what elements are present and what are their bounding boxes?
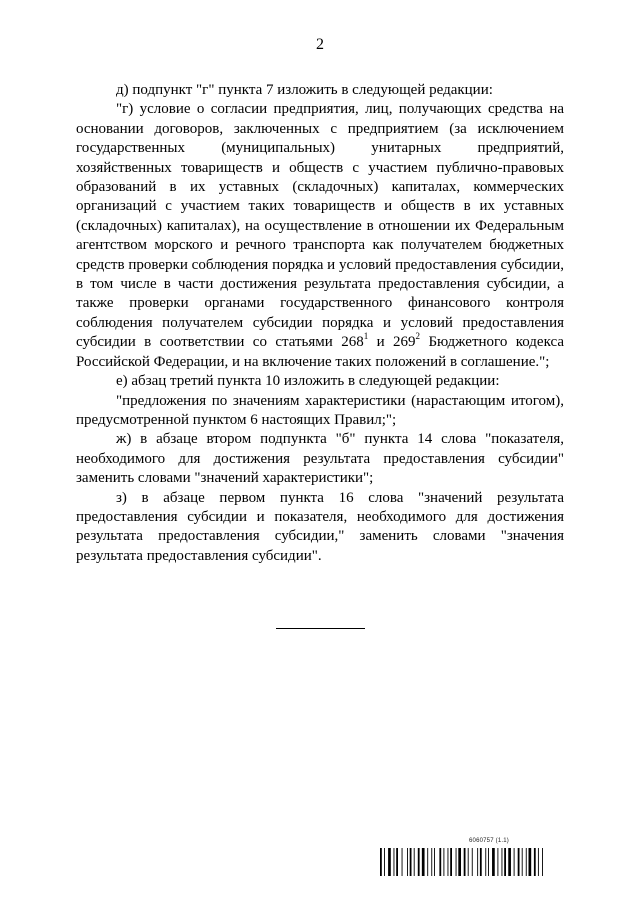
- paragraph-d-quote-tail: Бюджетного кодекса Российской Федерации, и на включение таких положений в соглашение.";: [76, 334, 565, 370]
- paragraph-d-quote-mid: и 269: [368, 334, 416, 351]
- paragraph-d: д) подпункт "г" пункта 7 изложить в следующей редакции:: [116, 82, 493, 98]
- barcode-icon: [380, 848, 590, 876]
- separator-line: [276, 628, 365, 629]
- paragraph-e: е) абзац третий пункта 10 изложить в следующей редакции:: [116, 373, 500, 390]
- paragraph-z: з) в абзаце первом пункта 16 слова "значений результата предоставления субсидии и показателя, необходимого для достижения результата предоставления субсидии," заменить словами "значения результата предоставления субсидии".: [76, 489, 564, 564]
- paragraph-zh: ж) в абзаце втором подпункта "б" пункта 14 слова "показателя, необходимого для достижения результата предоставления субсидии" заменить словами "значений характеристики";: [76, 431, 564, 487]
- document-body: [76, 81, 564, 566]
- document-code: 6060757 (1.1): [469, 838, 509, 844]
- paragraph-e-quote: "предложения по значениям характеристики (нарастающим итогом), предусмотренной пунктом 6 настоящих Правил;";: [76, 392, 564, 428]
- paragraph-d-quote: [76, 100, 564, 372]
- page-number: 2: [316, 36, 324, 53]
- paragraph-d-quote-text: "г) условие о согласии предприятия, лиц, получающих средства на основании договоров, заключенных с предприятием (за исключением государственных (муниципальных) унитарных предприятий, хозяйственных товариществ и обществ с участием публично-правовых образований в их уставных (складочных) капиталах, коммерческих организаций с участием таких товариществ и обществ в их уставных (складочных) капиталах), на осуществление в отношении их Федеральным агентством морского и речного транспорта как получателем бюджетных средств проверки соблюдения порядка и условий предоставления субсидии, в том числе в части достижения результата предоставления субсидии, а также проверки органами государственного финансового контроля соблюдения получателем субсидии порядка и условий предоставления субсидии в соответствии со статьями 268: [76, 101, 564, 351]
- superscript-2: 2: [415, 331, 421, 342]
- superscript-1: 1: [363, 331, 369, 342]
